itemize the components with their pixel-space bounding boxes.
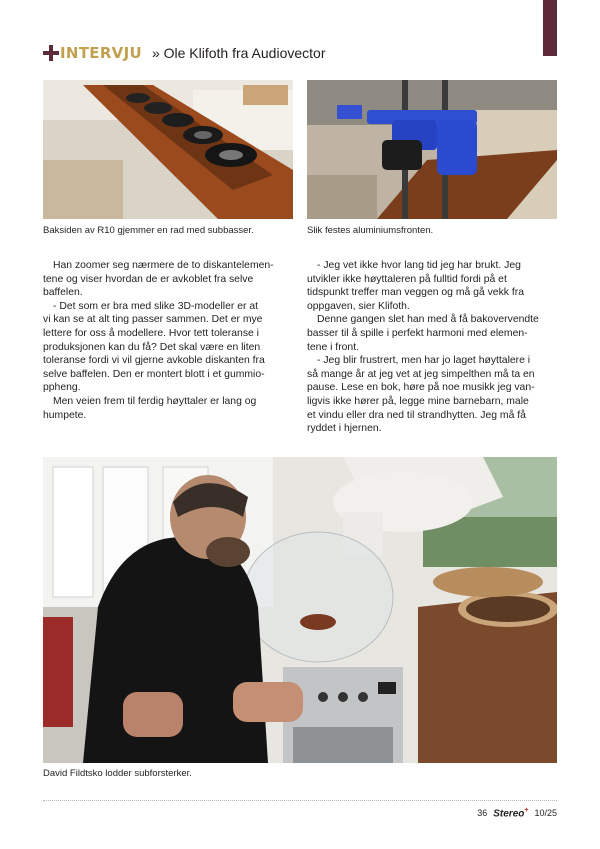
text-line: oppgaven, sier Klifoth. — [307, 300, 410, 312]
text-line: lettere for oss å modellere. Hvor tett toleranse i — [43, 327, 259, 339]
magazine-logo — [493, 807, 528, 819]
text-line: Men veien frem til ferdig høyttaler er lang og — [53, 395, 257, 407]
text-line: ryddet i hjernen. — [307, 423, 382, 435]
section-label: INTERVJU — [60, 44, 142, 62]
text-line: - Jeg vet ikke hvor lang tid jeg har brukt. Jeg — [317, 260, 521, 271]
magazine-mark: + — [524, 807, 529, 814]
text-line: Denne gangen slet han med å få bakovervendte — [317, 314, 539, 326]
text-line: toleranse fordi vi vil gjerne avkoble diskanten fra — [43, 355, 265, 367]
text-line: tidspunkt treffer man veggen og må gå vekk fra — [307, 287, 524, 299]
text-line: - Jeg blir frustrert, men har jo laget høyttalere i — [317, 355, 531, 367]
text-line: humpete. — [43, 409, 87, 421]
paragraph — [43, 395, 274, 422]
text-line: så mange år at jeg vet at jeg simpelthen må ta en — [307, 368, 535, 380]
text-line: tene i front. — [307, 341, 359, 353]
page-footer — [477, 807, 557, 819]
paragraph — [307, 354, 539, 436]
text-line: ligvis ikke hører på, legge mine barnebarn, male — [307, 395, 529, 407]
text-line: basser til å spille i perfekt harmoni med elemen- — [307, 327, 528, 339]
page-number: 36 — [477, 808, 488, 819]
paragraph — [307, 313, 539, 354]
footer-divider — [43, 800, 557, 801]
photo-speaker-back — [43, 80, 293, 219]
text-line: produksjonen kan du få? Det skal være en liten — [43, 341, 261, 353]
caption-clamps: Slik festes aluminiumsfronten. — [307, 225, 434, 236]
text-line: selve baffelen. Den er montert blott i et gummio- — [43, 368, 265, 380]
text-line: pause. Lese en bok, høre på noe musikk jeg van- — [307, 382, 535, 394]
text-line: vi kan se at alt ting passer sammen. Det er mye — [43, 314, 263, 326]
text-line: utvikler ikke høyttaleren på fulltid fordi på et — [307, 273, 507, 285]
photo-soldering-amplifier — [43, 457, 557, 763]
paragraph — [43, 259, 274, 300]
caption-soldering-amplifier: David Fildtsko lodder subforsterker. — [43, 768, 192, 779]
text-line: tene og viser hvordan de er avkoblet fra selve — [43, 273, 254, 285]
text-line: et vindu eller dra ned til strandhytten. Jeg må få — [307, 409, 526, 421]
text-line: Han zoomer seg nærmere de to diskantelemen- — [53, 260, 274, 271]
article-title: » Ole Klifoth fra Audiovector — [151, 45, 326, 61]
text-line: ppheng. — [43, 382, 81, 394]
plus-cross-icon — [43, 45, 59, 61]
paragraph — [43, 300, 274, 395]
corner-accent-tab — [543, 0, 557, 56]
text-line: - Det som er bra med slike 3D-modeller er at — [53, 300, 258, 312]
magazine-name: Stereo — [493, 808, 525, 820]
issue-number: 10/25 — [534, 808, 557, 819]
paragraph — [307, 259, 539, 313]
text-line: baffelen. — [43, 287, 83, 299]
page-header — [43, 42, 325, 64]
photo-clamps — [307, 80, 557, 219]
right-text-column — [307, 259, 539, 436]
left-text-column — [43, 259, 274, 422]
caption-speaker-back: Baksiden av R10 gjemmer en rad med subbasser. — [43, 225, 254, 236]
